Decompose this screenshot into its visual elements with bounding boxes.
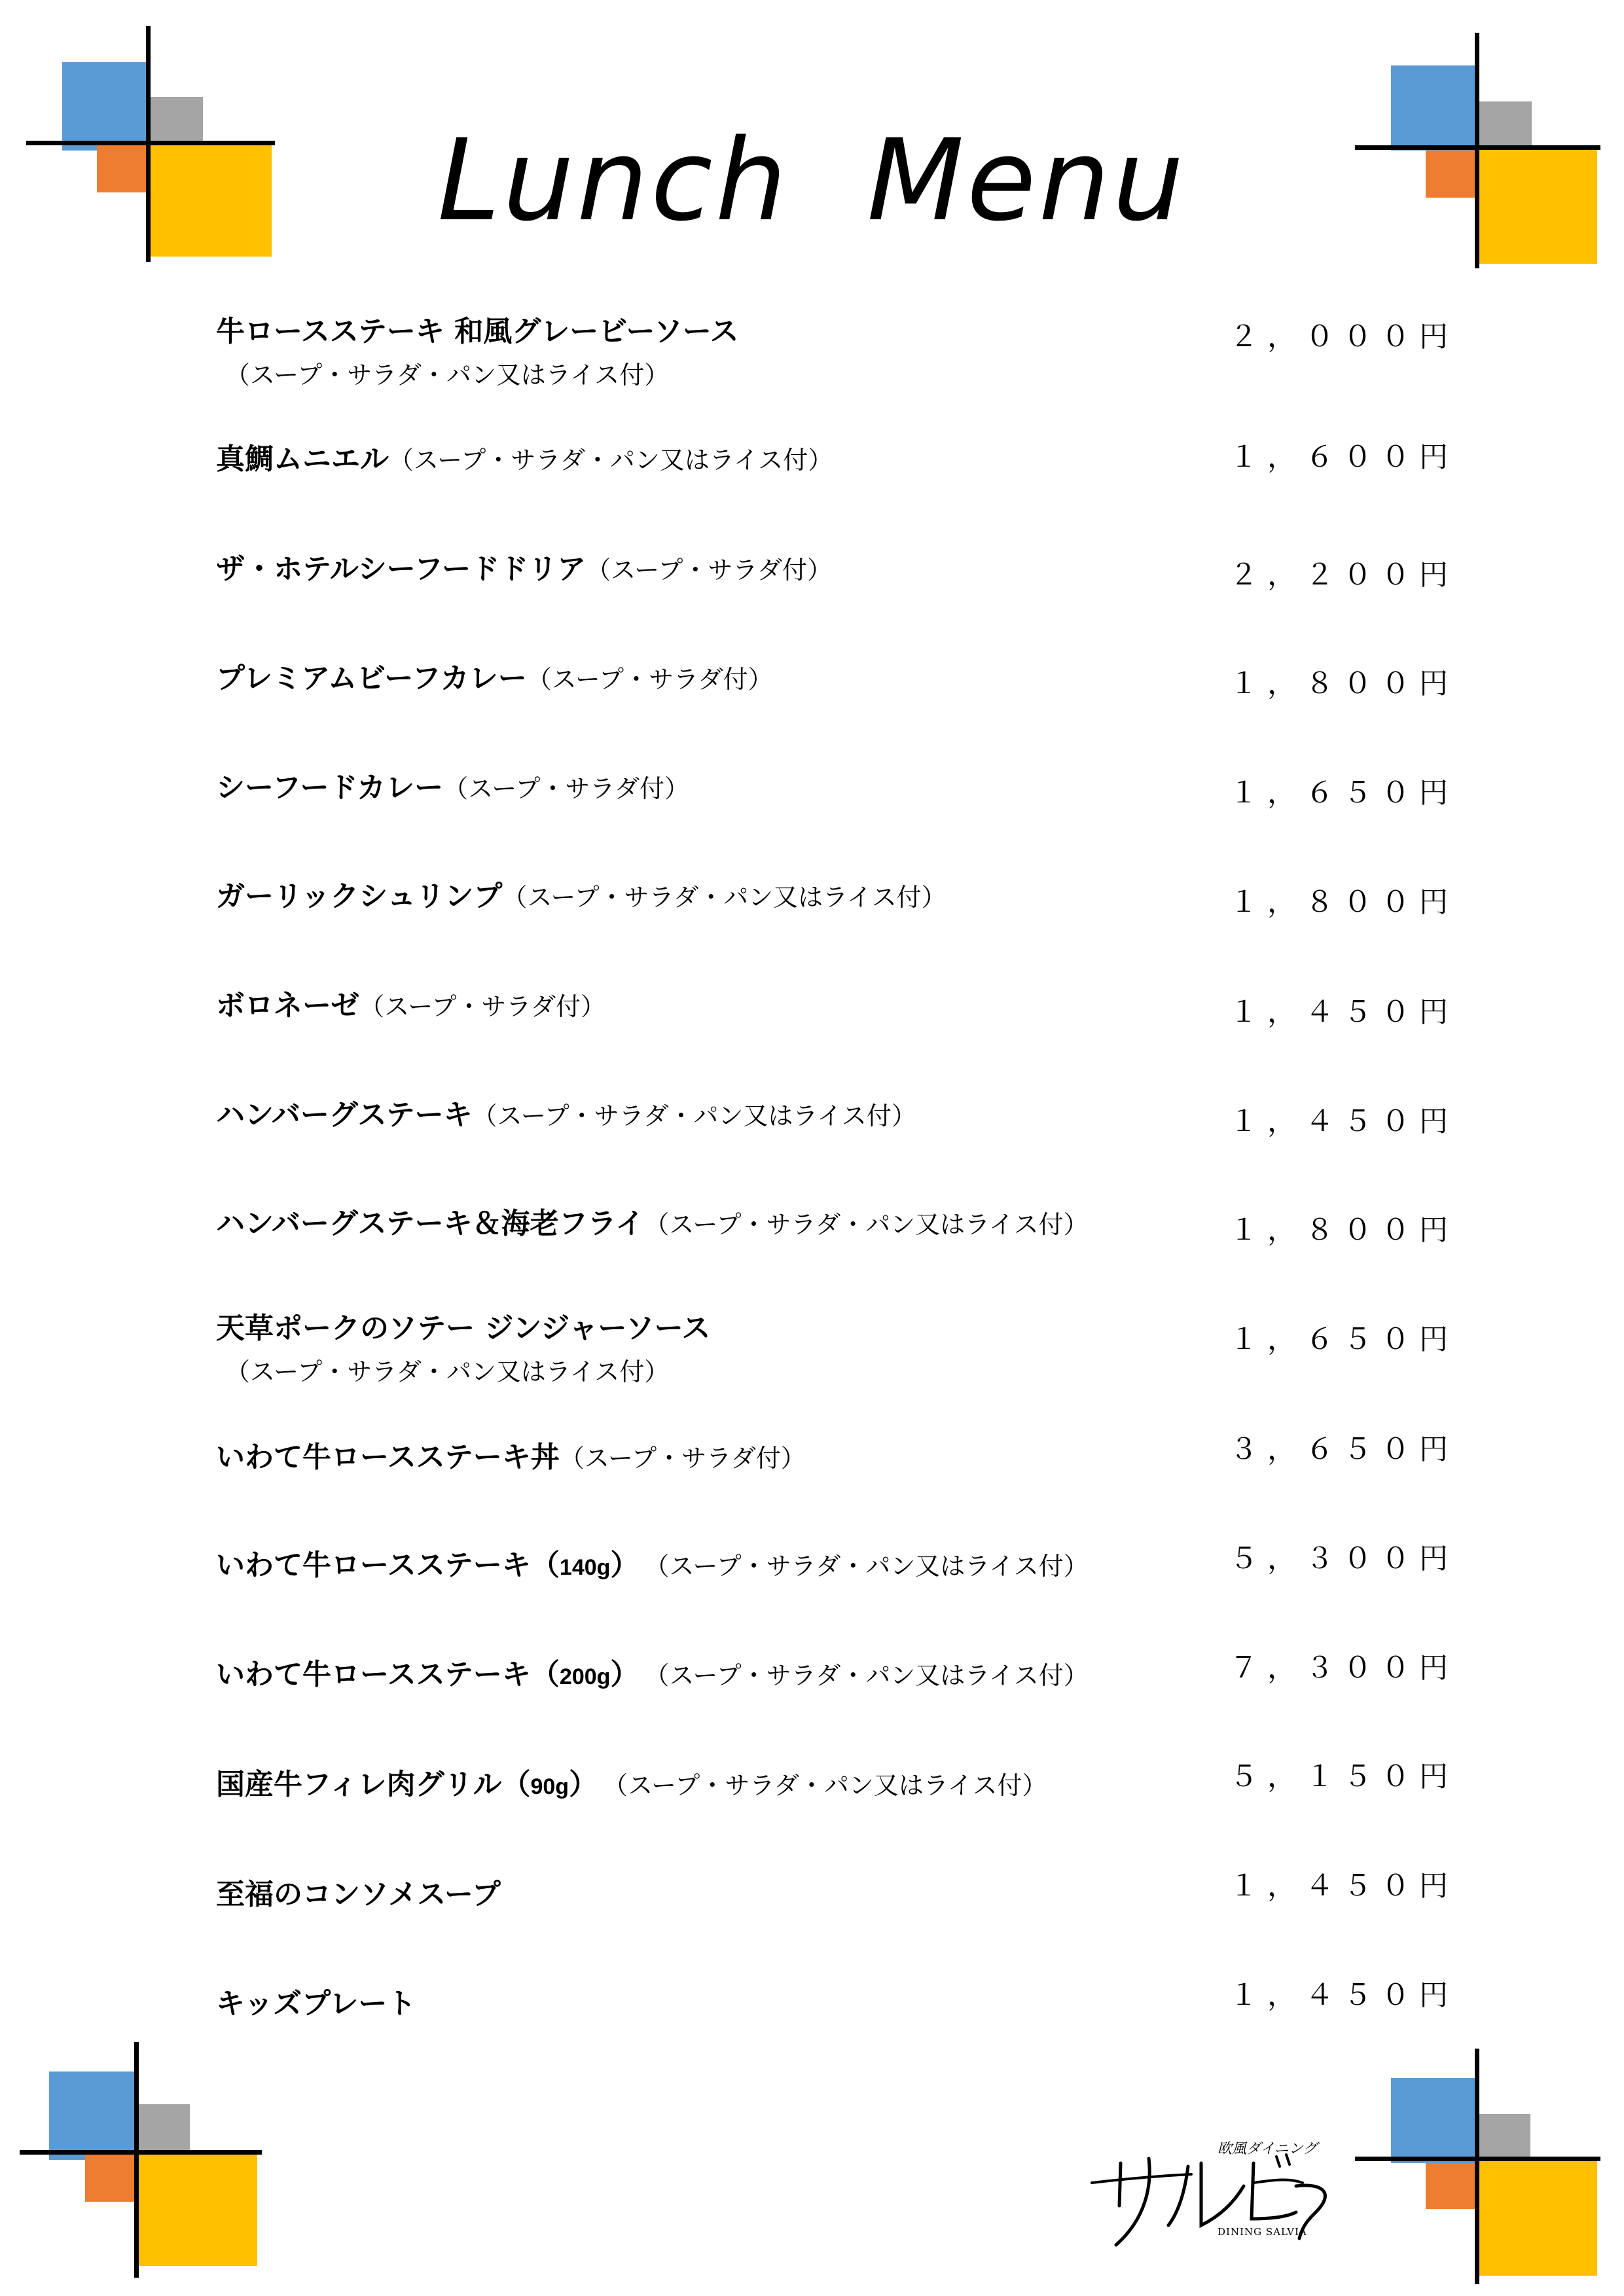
item-note: （スープ・サラダ・パン又はライス付） <box>225 361 670 389</box>
item-price: ５，１５０円 <box>1229 1760 1457 1793</box>
item-note: （スープ・サラダ付） <box>586 556 833 584</box>
item-name: プレミアムビーフカレー <box>216 662 527 695</box>
logo-tagline: 欧風ダイニング <box>1218 2141 1318 2157</box>
item-note: （スープ・サラダ・パン又はライス付） <box>644 1552 1089 1581</box>
item-name: いわて牛ロースステーキ <box>216 1549 531 1582</box>
item-name: 至福のコンソメスープ <box>216 1878 501 1911</box>
menu-item: 国産牛フィレ肉グリル（90g） （スープ・サラダ・パン又はライス付） <box>216 1768 1047 1801</box>
item-note: （スープ・サラダ・パン又はライス付） <box>603 1771 1047 1800</box>
item-price: １，８００円 <box>1229 886 1457 919</box>
item-price: １，６５０円 <box>1229 1323 1457 1356</box>
corner-decoration-bottom-right <box>1355 2049 1604 2296</box>
item-price: １，６５０円 <box>1229 776 1457 810</box>
item-price: １，８００円 <box>1229 667 1457 700</box>
corner-decoration-bottom-left <box>20 2042 268 2291</box>
item-note: （スープ・サラダ・パン又はライス付） <box>644 1661 1089 1690</box>
item-name: いわて牛ロースステーキ <box>216 1658 531 1691</box>
item-name: ボロネーゼ <box>216 989 360 1022</box>
item-name: 天草ポークのソテー ジンジャーソース <box>216 1312 711 1345</box>
item-price: ５，３００円 <box>1229 1542 1457 1575</box>
item-note: （スープ・サラダ付） <box>443 774 689 803</box>
item-note: （スープ・サラダ・パン又はライス付） <box>225 1357 670 1386</box>
item-name: いわて牛ロースステーキ丼 <box>216 1441 560 1474</box>
menu-item: いわて牛ロースステーキ（140g） （スープ・サラダ・パン又はライス付） <box>216 1549 1089 1582</box>
item-price: ２，２００円 <box>1229 558 1457 592</box>
item-name: 牛ロースステーキ 和風グレービーソース <box>216 315 739 348</box>
menu-item: いわて牛ロースステーキ（200g） （スープ・サラダ・パン又はライス付） <box>216 1658 1089 1691</box>
item-name: ガーリックシュリンプ <box>216 880 503 913</box>
item-price: １，４５０円 <box>1229 1105 1457 1138</box>
item-name: 真鯛ムニエル <box>216 442 389 476</box>
restaurant-logo <box>1080 2127 1342 2258</box>
item-name: キッズプレート <box>216 1987 416 2020</box>
item-name: ザ・ホテルシーフードドリア <box>216 552 586 586</box>
item-name: ハンバーグステーキ <box>216 1098 473 1132</box>
item-weight: 90g <box>530 1774 569 1799</box>
item-price: ２，０００円 <box>1229 320 1457 353</box>
item-note: （スープ・サラダ付） <box>559 1444 806 1473</box>
item-price: ７，３００円 <box>1229 1651 1457 1685</box>
item-price: １，６００円 <box>1229 440 1457 474</box>
item-note: （スープ・サラダ付） <box>359 992 605 1021</box>
item-note: （スープ・サラダ・パン又はライス付） <box>472 1102 916 1130</box>
page-title: Lunch Menu <box>437 115 1187 246</box>
item-price: １，８００円 <box>1229 1213 1457 1247</box>
item-price: １，４５０円 <box>1229 1869 1457 1903</box>
item-note: （スープ・サラダ・パン又はライス付） <box>644 1210 1089 1239</box>
item-weight: 140g <box>559 1555 611 1580</box>
item-name: 国産牛フィレ肉グリル <box>216 1768 502 1801</box>
item-note: （スープ・サラダ付） <box>526 665 773 694</box>
item-price: １，４５０円 <box>1229 1979 1457 2012</box>
item-note: （スープ・サラダ・パン又はライス付） <box>502 883 947 912</box>
logo-subtitle: DINING SALVIA <box>1218 2226 1307 2238</box>
item-note: （スープ・サラダ・パン又はライス付） <box>389 446 833 475</box>
item-name: ハンバーグステーキ＆海老フライ <box>216 1207 645 1240</box>
item-weight: 200g <box>559 1664 611 1689</box>
item-name: シーフードカレー <box>216 771 444 804</box>
item-price: １，４５０円 <box>1229 996 1457 1029</box>
item-price: ３，６５０円 <box>1229 1433 1457 1466</box>
